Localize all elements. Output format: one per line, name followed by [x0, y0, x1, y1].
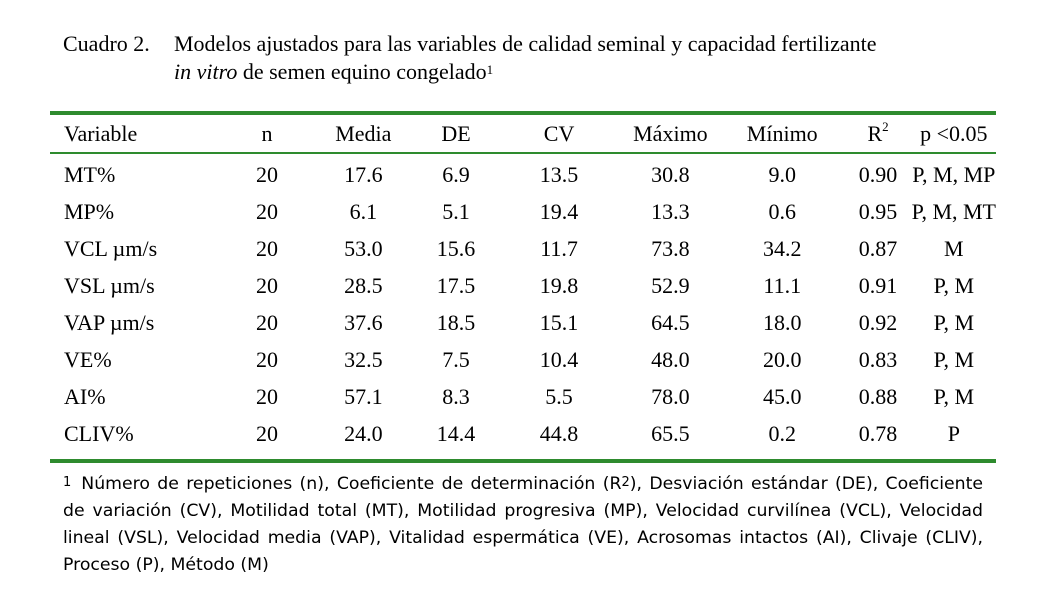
- cell-n: 20: [256, 420, 279, 446]
- cell-r2: 0.90: [858, 161, 898, 187]
- cell-de: 5.1: [442, 198, 470, 224]
- footnote-r2-sup: 2: [621, 475, 630, 490]
- cell-variable: VAP µm/s: [64, 309, 155, 335]
- table-footnote: [63, 471, 983, 579]
- cell-r2: 0.78: [858, 420, 898, 446]
- table-row: [50, 230, 996, 267]
- table-row: [50, 267, 996, 304]
- cell-p: P, M, MP: [912, 161, 996, 187]
- cell-p: P, M, MT: [911, 198, 996, 224]
- cell-n: 20: [256, 383, 279, 409]
- cell-p: P, M: [933, 346, 974, 372]
- cell-media: 53.0: [344, 235, 383, 261]
- cell-cv: 19.4: [539, 198, 579, 224]
- cell-maximo: 73.8: [651, 235, 690, 261]
- table-bottom-rule: [50, 459, 996, 463]
- header-variable: Variable: [64, 121, 138, 146]
- results-table: [50, 116, 996, 452]
- cell-de: 14.4: [436, 420, 476, 446]
- cell-minimo: 9.0: [768, 161, 796, 187]
- cell-r2: 0.83: [858, 346, 898, 372]
- cell-variable: MP%: [64, 198, 115, 224]
- cell-cv: 15.1: [539, 309, 579, 335]
- header-n: n: [261, 121, 273, 146]
- cell-r2: 0.91: [858, 272, 898, 298]
- header-maximo: Máximo: [633, 121, 708, 146]
- cell-maximo: 13.3: [651, 198, 690, 224]
- footnote-text-a: Número de repeticiones (n), Coeficiente de determinación (R: [81, 474, 622, 494]
- caption-title-line1: Modelos ajustados para las variables de calidad seminal y capacidad fertilizante: [174, 31, 877, 56]
- cell-media: 32.5: [344, 346, 383, 372]
- cell-cv: 5.5: [545, 383, 573, 409]
- cell-media: 24.0: [344, 420, 383, 446]
- cell-variable: MT%: [64, 161, 116, 187]
- table-top-rule: [50, 111, 996, 115]
- caption-label: Cuadro 2.: [63, 31, 150, 56]
- header-media: Media: [335, 121, 392, 146]
- caption-footnote-ref: 1: [486, 62, 494, 77]
- caption-title-line2: de semen equino congelado: [237, 59, 487, 84]
- cell-maximo: 78.0: [651, 383, 690, 409]
- cell-n: 20: [256, 161, 279, 187]
- cell-n: 20: [256, 309, 279, 335]
- cell-r2: 0.95: [858, 198, 898, 224]
- header-r2: [844, 116, 911, 152]
- cell-r2: 0.92: [858, 309, 898, 335]
- table-header-row: [50, 116, 996, 152]
- cell-cv: 11.7: [540, 235, 578, 261]
- header-de: DE: [441, 121, 471, 146]
- cell-media: 57.1: [344, 383, 383, 409]
- cell-cv: 44.8: [539, 420, 579, 446]
- footnote-mark: 1: [63, 475, 72, 490]
- cell-cv: 13.5: [539, 161, 579, 187]
- header-cv: CV: [543, 121, 575, 146]
- cell-de: 15.6: [436, 235, 476, 261]
- cell-p: M: [944, 235, 964, 261]
- cell-n: 20: [256, 272, 279, 298]
- cell-maximo: 48.0: [651, 346, 690, 372]
- table-caption: [63, 30, 877, 86]
- cell-maximo: 52.9: [651, 272, 690, 298]
- cell-minimo: 34.2: [762, 235, 802, 261]
- table-row: [50, 193, 996, 230]
- cell-minimo: 20.0: [762, 346, 802, 372]
- header-p: p <0.05: [920, 121, 988, 146]
- cell-n: 20: [256, 346, 279, 372]
- table-row: [50, 304, 996, 341]
- cell-media: 37.6: [344, 309, 383, 335]
- cell-p: P, M: [933, 309, 974, 335]
- cell-p: P, M: [933, 383, 974, 409]
- cell-variable: VE%: [64, 346, 112, 372]
- cell-maximo: 64.5: [651, 309, 690, 335]
- cell-de: 17.5: [436, 272, 476, 298]
- cell-maximo: 30.8: [651, 161, 690, 187]
- cell-minimo: 0.6: [768, 198, 796, 224]
- cell-variable: CLIV%: [64, 420, 134, 446]
- cell-cv: 10.4: [539, 346, 579, 372]
- cell-media: 28.5: [344, 272, 383, 298]
- cell-r2: 0.87: [858, 235, 898, 261]
- cell-de: 6.9: [442, 161, 470, 187]
- header-r2-base: R: [867, 121, 883, 146]
- cell-minimo: 11.1: [763, 272, 802, 298]
- cell-n: 20: [256, 198, 279, 224]
- cell-minimo: 18.0: [762, 309, 802, 335]
- cell-variable: VSL µm/s: [64, 272, 155, 298]
- cell-cv: 19.8: [539, 272, 579, 298]
- header-r2-sup: 2: [882, 119, 889, 134]
- cell-p: P, M: [933, 272, 974, 298]
- header-minimo: Mínimo: [746, 121, 818, 146]
- table-row: [50, 341, 996, 378]
- table-row: [50, 152, 996, 193]
- cell-de: 7.5: [442, 346, 470, 372]
- cell-maximo: 65.5: [651, 420, 690, 446]
- cell-media: 17.6: [344, 161, 383, 187]
- cell-variable: AI%: [64, 383, 106, 409]
- cell-de: 18.5: [436, 309, 476, 335]
- cell-minimo: 0.2: [768, 420, 796, 446]
- cell-minimo: 45.0: [762, 383, 802, 409]
- caption-italic-term: in vitro: [174, 59, 238, 84]
- cell-r2: 0.88: [858, 383, 898, 409]
- cell-de: 8.3: [442, 383, 470, 409]
- cell-n: 20: [256, 235, 279, 261]
- table-row: [50, 378, 996, 415]
- footnote-text-b: ), Desviación estándar (DE), Coeficiente de variación (CV), Motilidad total (MT), Motilidad progresiva (MP), Velocidad curvilínea (VCL), Velocidad lineal (VSL), Velocidad media (VAP), Vitalidad espermática (VE), Acrosomas intactos (AI), Clivaje (CLIV), Proceso (P), Método (M): [63, 474, 984, 575]
- table-row: [50, 415, 996, 452]
- cell-media: 6.1: [349, 198, 378, 224]
- cell-variable: VCL µm/s: [64, 235, 158, 261]
- cell-p: P: [947, 420, 960, 446]
